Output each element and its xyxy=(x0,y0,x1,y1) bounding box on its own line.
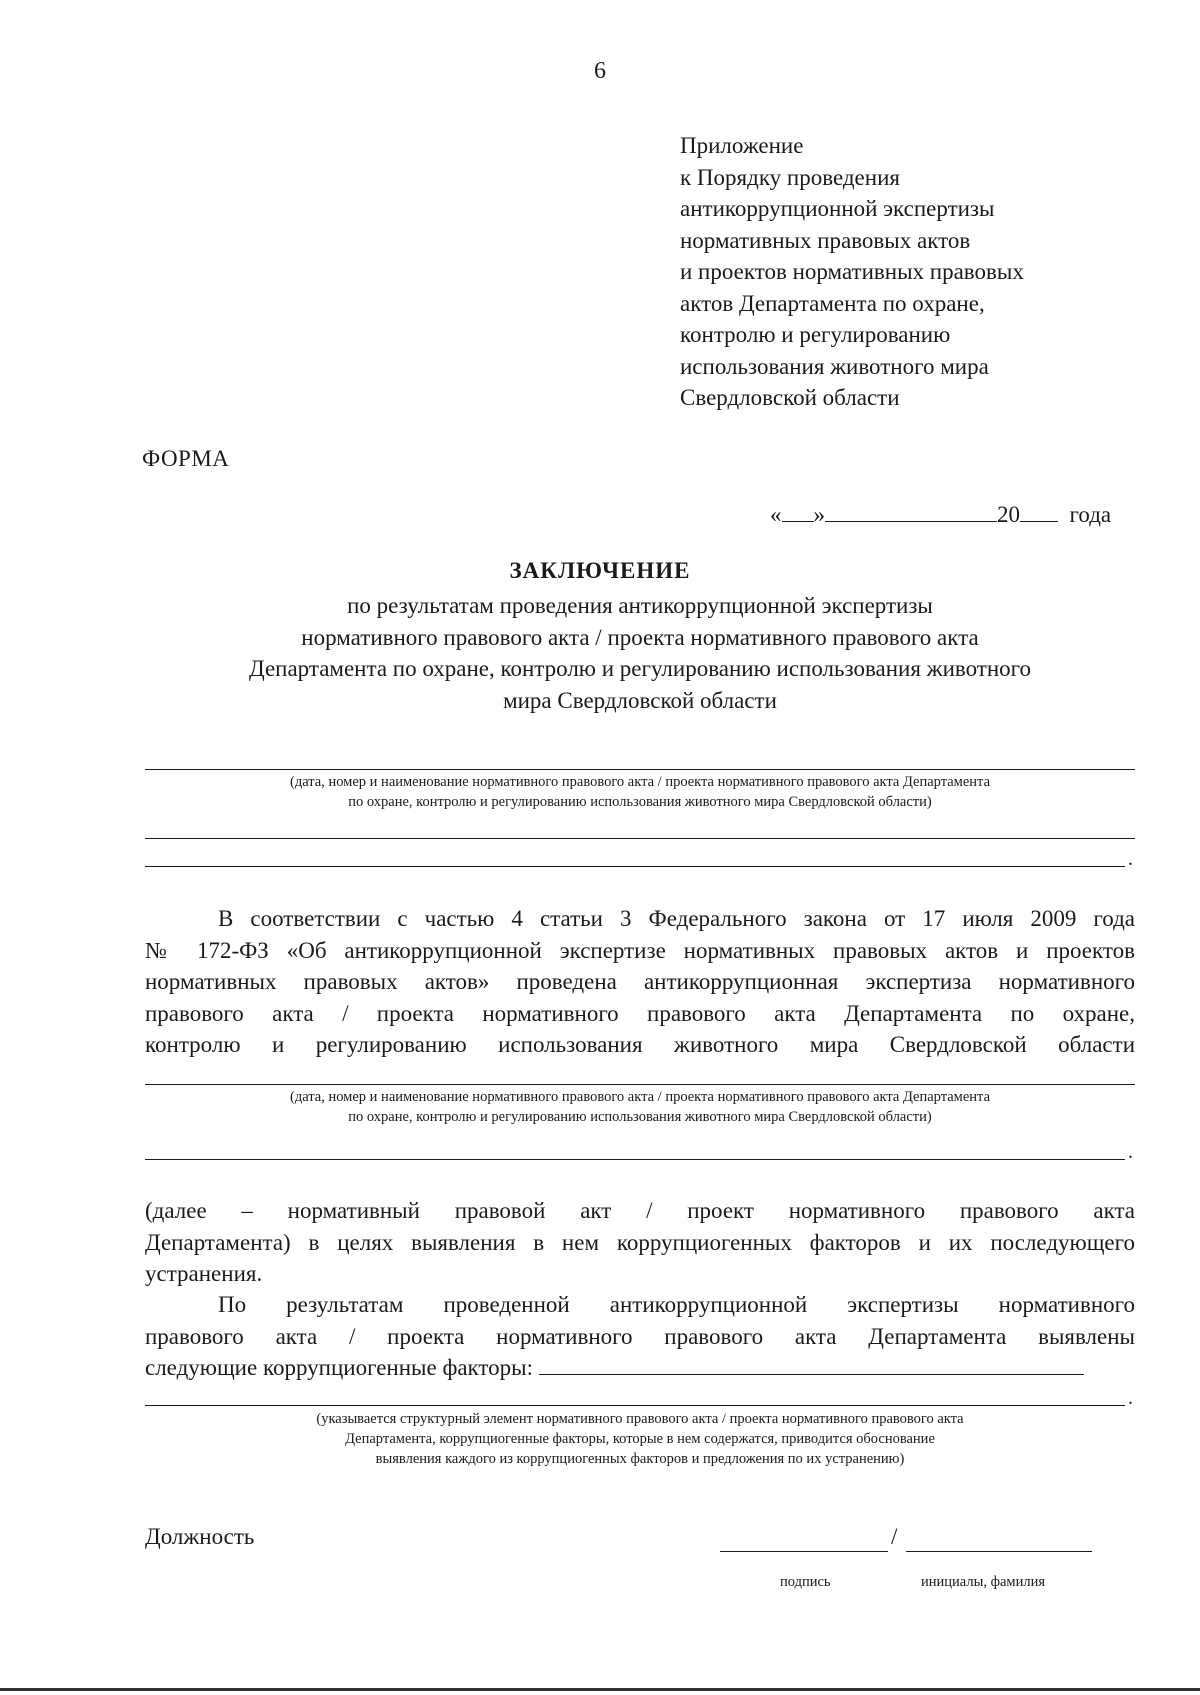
factors-blank[interactable] xyxy=(539,1352,1084,1375)
factors-field-line[interactable] xyxy=(145,1405,1125,1406)
date-close-quote: » xyxy=(813,502,825,527)
appendix-line: Свердловской области xyxy=(680,385,900,410)
subtitle-line: нормативного правового акта / проекта нормативного правового акта xyxy=(301,624,979,650)
signature-separator: / xyxy=(891,1524,898,1549)
caption-line: по охране, контролю и регулированию использования животного мира Свердловской области) xyxy=(348,1109,932,1125)
subtitle-line: Департамента по охране, контролю и регулированию использования животного xyxy=(248,656,1032,681)
position-label: Должность xyxy=(145,1524,255,1549)
act-caption xyxy=(145,772,1135,812)
factors-label: следующие коррупциогенные факторы: xyxy=(145,1355,534,1380)
signature-caption: подпись xyxy=(780,1574,831,1590)
paragraph-line: По результатам проведенной антикоррупционной экспертизы нормативного xyxy=(218,1292,1135,1317)
appendix-line: актов Департамента по охране, xyxy=(680,290,985,316)
document-subtitle xyxy=(170,590,1110,716)
signature-line[interactable] xyxy=(720,1551,888,1552)
appendix-line: к Порядку проведения xyxy=(680,164,900,190)
appendix-line: нормативных правовых актов xyxy=(680,227,971,253)
appendix-line: Приложение xyxy=(680,133,804,158)
day-blank[interactable] xyxy=(782,499,814,522)
paragraph-line: В соответствии с частью 4 статьи 3 Федерального закона от 17 июля 2009 года xyxy=(218,906,1135,931)
paragraph-line: устранения. xyxy=(145,1261,263,1286)
line-end-dot: . xyxy=(1128,1141,1133,1163)
act-field-line[interactable] xyxy=(145,838,1135,839)
paragraph-line: № 172-ФЗ «Об антикоррупционной экспертизе нормативных правовых актов и проектов xyxy=(145,937,1135,963)
paragraph-line: правового акта / проекта нормативного правового акта Департамента по охране, xyxy=(145,1000,1135,1026)
caption-line: Департамента, коррупциогенные факторы, которые в нем содержатся, приводится обоснование xyxy=(345,1431,935,1447)
act-field-line[interactable] xyxy=(145,1084,1135,1085)
appendix-line: использования животного мира xyxy=(680,353,989,379)
appendix-line: и проектов нормативных правовых xyxy=(680,259,1024,284)
appendix-header xyxy=(680,130,1120,414)
year-prefix: 20 xyxy=(997,502,1020,527)
appendix-line: антикоррупционной экспертизы xyxy=(680,196,995,221)
paragraph-line: Департамента) в целях выявления в нем коррупциогенных факторов и их последующего xyxy=(145,1229,1135,1255)
paragraph-results xyxy=(145,1289,1135,1384)
subtitle-line: по результатам проведения антикоррупционной экспертизы xyxy=(347,593,933,618)
name-line[interactable] xyxy=(906,1551,1092,1552)
paragraph-line: контролю и регулированию использования животного мира Свердловской области xyxy=(145,1032,1135,1057)
name-caption: инициалы, фамилия xyxy=(921,1574,1046,1590)
appendix-line: контролю и регулированию xyxy=(680,322,951,347)
factors-caption xyxy=(145,1409,1135,1469)
month-blank[interactable] xyxy=(825,499,997,522)
caption-line: (дата, номер и наименование нормативного правового акта / проекта нормативного правового акта Департамента xyxy=(289,774,990,790)
paragraph-line: нормативных правовых актов» проведена антикоррупционная экспертиза нормативного xyxy=(145,969,1135,994)
date-open-quote: « xyxy=(770,502,782,527)
paragraph-purpose xyxy=(145,1195,1135,1290)
form-label: ФОРМА xyxy=(142,446,230,471)
year-suffix: года xyxy=(1069,502,1112,527)
line-end-dot: . xyxy=(1128,848,1133,870)
subtitle-line: мира Свердловской области xyxy=(503,687,777,713)
caption-line: (указывается структурный элемент нормативного правового акта / проекта нормативного правового акта xyxy=(316,1411,964,1427)
date-field[interactable] xyxy=(770,499,1111,528)
page-number: 6 xyxy=(594,58,606,84)
act-field-line[interactable] xyxy=(145,769,1135,770)
paragraph-line: (далее – нормативный правовой акт / проект нормативного правового акта xyxy=(145,1198,1135,1223)
act-field-line[interactable] xyxy=(145,1159,1125,1160)
caption-line: выявления каждого из коррупциогенных факторов и предложения по их устранению) xyxy=(375,1451,905,1467)
year-blank[interactable] xyxy=(1020,499,1058,522)
act-caption xyxy=(145,1087,1135,1127)
caption-line: по охране, контролю и регулированию использования животного мира Свердловской области) xyxy=(348,794,932,810)
scan-edge-bar xyxy=(0,1688,1200,1691)
paragraph-line: правового акта / проекта нормативного правового акта Департамента выявлены xyxy=(145,1323,1135,1349)
caption-line: (дата, номер и наименование нормативного правового акта / проекта нормативного правового акта Департамента xyxy=(289,1089,990,1105)
paragraph-line xyxy=(145,1352,1135,1384)
line-end-dot: . xyxy=(1128,1387,1133,1409)
document-title: ЗАКЛЮЧЕНИЕ xyxy=(509,558,691,583)
act-field-line[interactable] xyxy=(145,866,1125,867)
paragraph-legal-basis xyxy=(145,903,1135,1061)
